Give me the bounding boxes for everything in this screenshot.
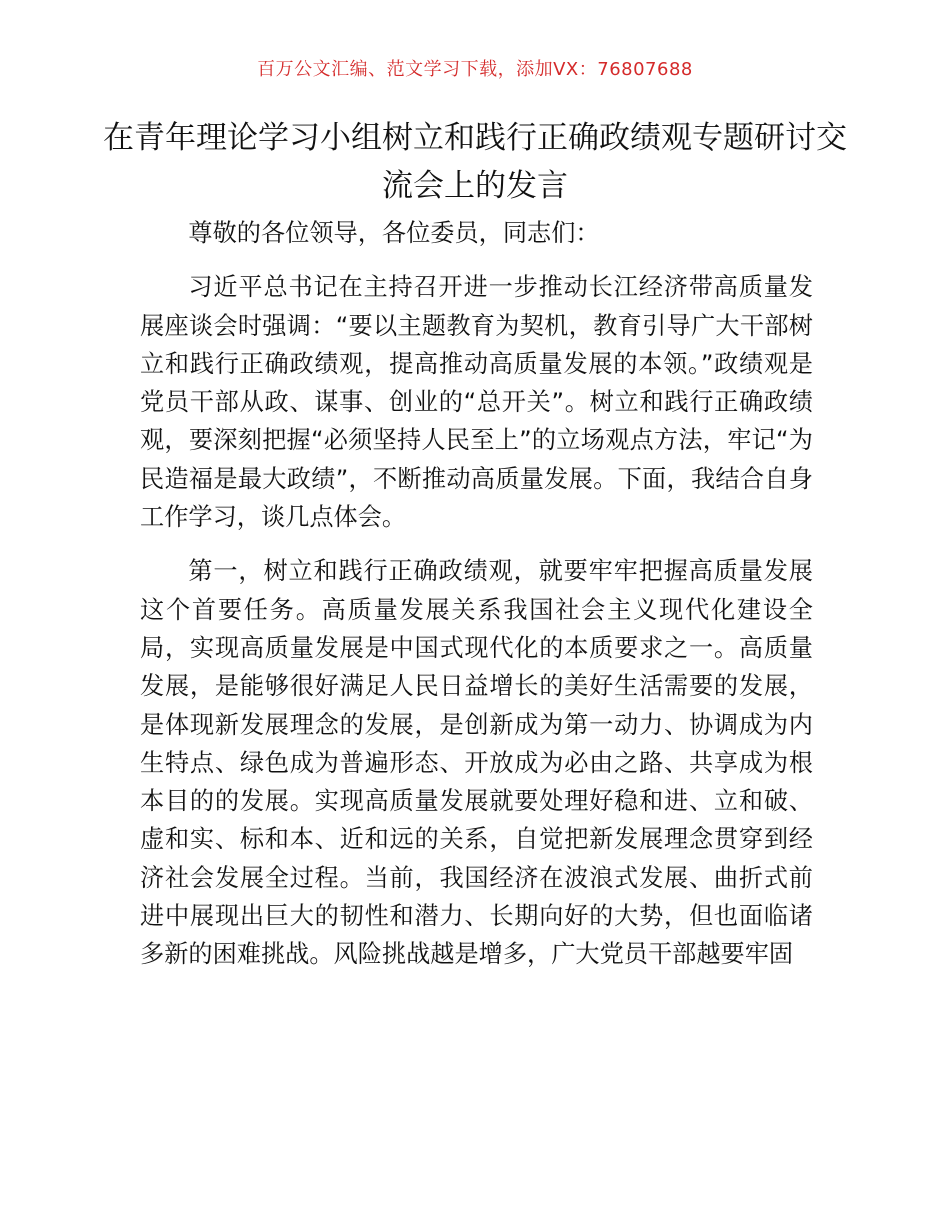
paragraph-first-point: 第一，树立和践行正确政绩观，就要牢牢把握高质量发展这个首要任务。高质量发展关系我国社会主义现代化建设全局，实现高质量发展是中国式现代化的本质要求之一。高质量发展，是能够很好满足人民日益增长的美好生活需要的发展，是体现新发展理念的发展，是创新成为第一动力、协调成为内生特点、绿色成为普遍形态、开放成为必由之路、共享成为根本目的的发展。实现高质量发展就要处理好稳和进、立和破、虚和实、标和本、近和远的关系，自觉把新发展理念贯穿到经济社会发展全过程。当前，我国经济在波浪式发展、曲折式前进中展现出巨大的韧性和潜力、长期向好的大势，但也面临诸多新的困难挑战。风险挑战越是增多，广大党员干部越要牢固 <box>140 557 813 969</box>
header-watermark-text: 百万公文汇编、范文学习下载，添加VX：76807688 <box>257 59 693 80</box>
paragraph-intro: 习近平总书记在主持召开进一步推动长江经济带高质量发展座谈会时强调：“要以主题教育为契机，教育引导广大干部树立和践行正确政绩观，提高推动高质量发展的本领。”政绩观是党员干部从政、谋事、创业的“总开关”。树立和践行正确政绩观，要深刻把握“必须坚持人民至上”的立场观点方法，牢记“为民造福是最大政绩”，不断推动高质量发展。下面，我结合自身工作学习，谈几点体会。 <box>140 273 813 532</box>
salutation: 尊敬的各位领导，各位委员，同志们： <box>188 219 600 247</box>
document-body <box>140 214 813 974</box>
document-title: 在青年理论学习小组树立和践行正确政绩观专题研讨交流会上的发言 <box>103 120 847 204</box>
